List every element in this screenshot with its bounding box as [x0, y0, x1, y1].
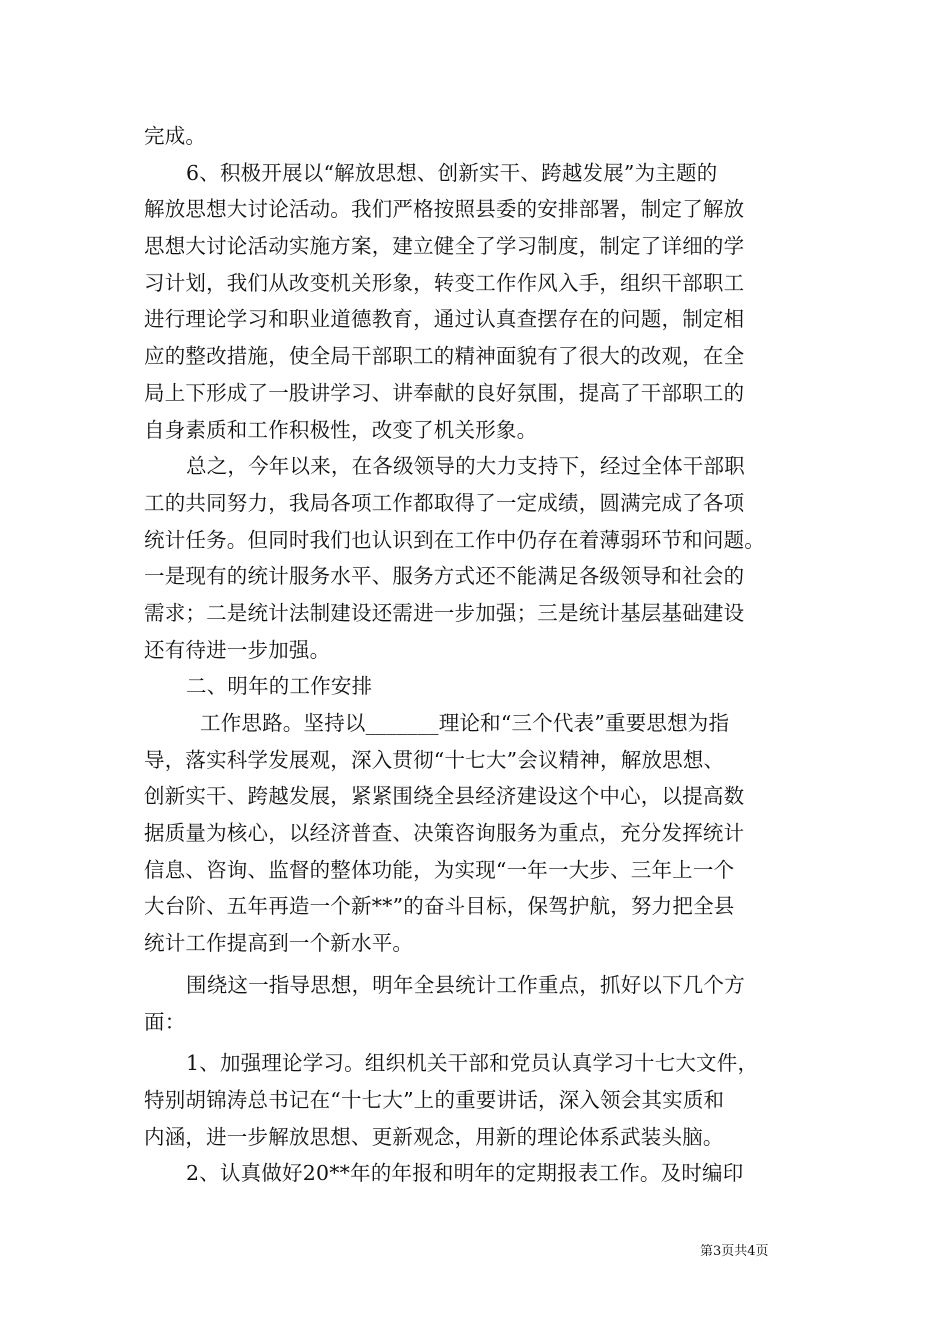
text-line: 据质量为核心，以经济普查、决策咨询服务为重点，充分发挥统计 — [144, 821, 745, 846]
text-line: 面： — [144, 1009, 186, 1034]
text-line: 工的共同努力，我局各项工作都取得了一定成绩，圆满完成了各项 — [144, 490, 745, 515]
text-line: 信息、咨询、监督的整体功能，为实现“一年一大步、三年上一个 — [144, 857, 735, 882]
text-line: 局上下形成了一股讲学习、讲奉献的良好氛围，提高了干部职工的 — [144, 380, 745, 405]
text-line: 自身素质和工作积极性，改变了机关形象。 — [144, 417, 538, 442]
text-line: 工作思路。坚持以_______理论和“三个代表”重要思想为指 — [200, 711, 730, 735]
text-line: 一是现有的统计服务水平、服务方式还不能满足各级领导和社会的 — [144, 564, 745, 589]
section-heading: 二、明年的工作安排 — [186, 674, 373, 699]
text-line: 统计工作提高到一个新水平。 — [144, 931, 414, 956]
text-line: 思想大讨论活动实施方案，建立健全了学习制度，制定了详细的学 — [144, 234, 745, 259]
text-line: 2、认真做好20**年的年报和明年的定期报表工作。及时编印 — [186, 1161, 744, 1186]
text-line: 完成。 — [144, 124, 207, 148]
page-number-footer: 第3页共4页 — [700, 1244, 769, 1259]
text-line: 统计任务。但同时我们也认识到在工作中仍存在着薄弱环节和问题。 — [144, 527, 765, 552]
text-line: 导，落实科学发展观，深入贯彻“十七大”会议精神，解放思想、 — [144, 747, 725, 772]
text-line: 围绕这一指导思想，明年全县统计工作重点，抓好以下几个方 — [186, 972, 745, 997]
text-line: 总之，今年以来，在各级领导的大力支持下，经过全体干部职 — [186, 454, 745, 479]
text-line: 需求；二是统计法制建设还需进一步加强；三是统计基层基础建设 — [144, 600, 745, 625]
text-line: 内涵，进一步解放思想、更新观念，用新的理论体系武装头脑。 — [144, 1124, 724, 1149]
text-line: 1、加强理论学习。组织机关干部和党员认真学习十七大文件， — [186, 1051, 759, 1076]
text-line: 进行理论学习和职业道德教育，通过认真查摆存在的问题，制定相 — [144, 307, 745, 332]
document-body — [144, 118, 810, 1192]
text-line: 大台阶、五年再造一个新**”的奋斗目标，保驾护航，努力把全县 — [144, 894, 735, 919]
text-line: 应的整改措施，使全局干部职工的精神面貌有了很大的改观，在全 — [144, 344, 745, 369]
text-line: 还有待进一步加强。 — [144, 637, 331, 662]
text-line: 6、积极开展以“解放思想、创新实干、跨越发展”为主题的 — [186, 160, 718, 185]
text-line: 创新实干、跨越发展，紧紧围绕全县经济建设这个中心，以提高数 — [144, 784, 745, 809]
text-line: 特别胡锦涛总书记在“十七大”上的重要讲话，深入领会其实质和 — [144, 1087, 725, 1112]
text-line: 习计划，我们从改变机关形象，转变工作作风入手，组织干部职工 — [144, 270, 745, 295]
text-line: 解放思想大讨论活动。我们严格按照县委的安排部署，制定了解放 — [144, 197, 745, 222]
